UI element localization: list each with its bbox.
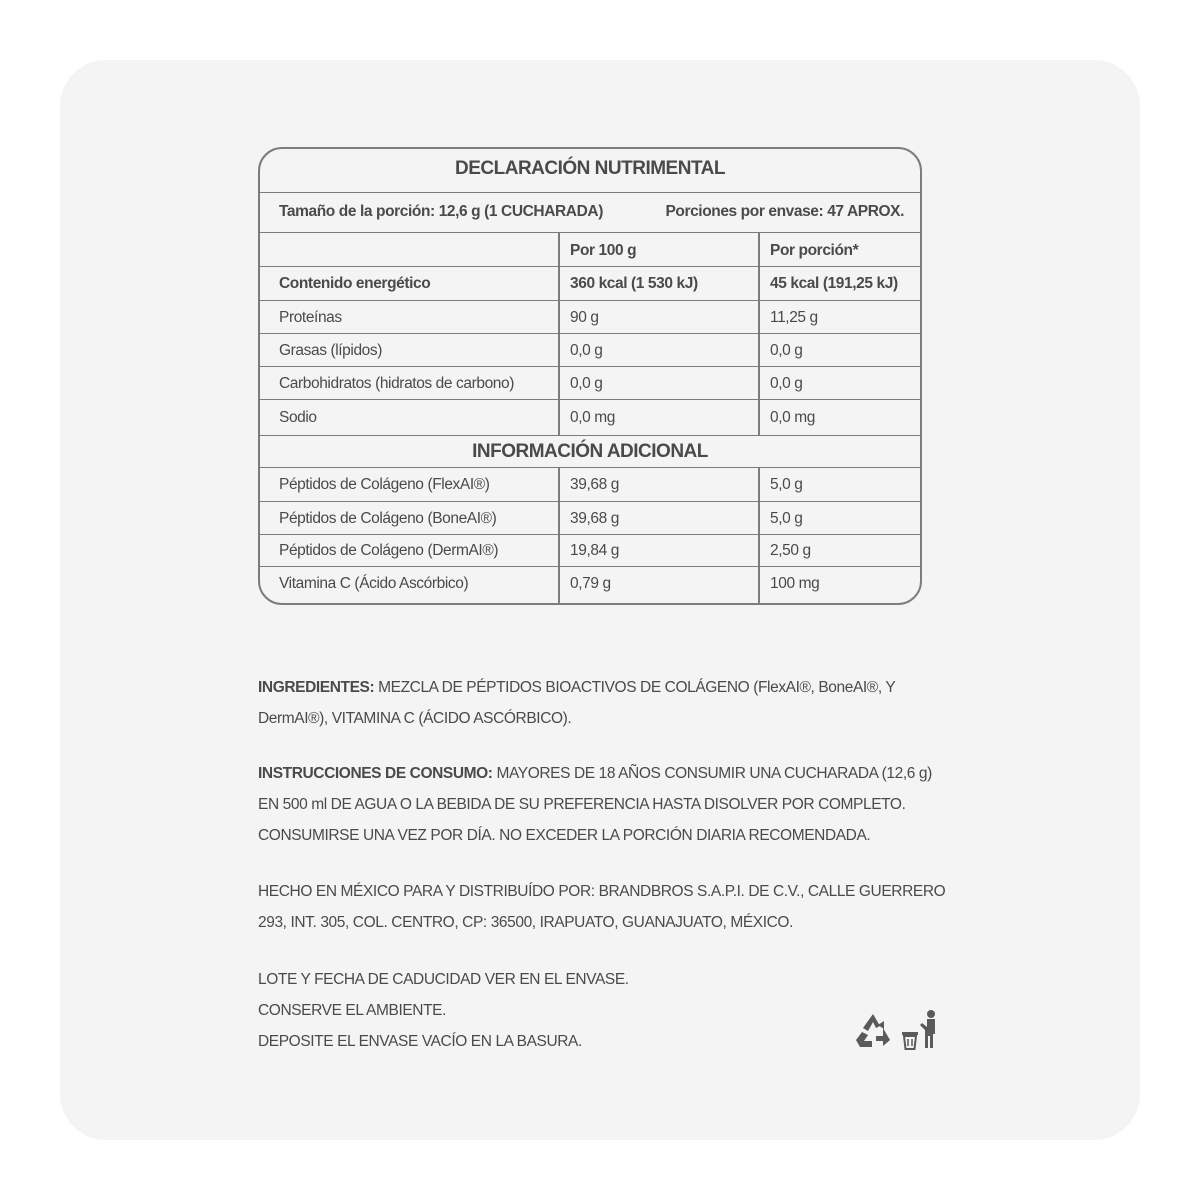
nutrient-perportion: 0,0 g xyxy=(770,342,803,359)
table-row xyxy=(260,400,920,436)
dispose-notice: DEPOSITE EL ENVASE VACÍO EN LA BASURA. xyxy=(258,1033,582,1050)
table-row xyxy=(260,367,920,400)
nutrient-perportion: 11,25 g xyxy=(770,309,818,326)
disposal-icons xyxy=(852,1008,942,1050)
nutrient-perportion: 0,0 g xyxy=(770,375,803,392)
nutrient-name: Carbohidratos (hidratos de carbono) xyxy=(279,375,514,392)
nutrient-per100: 360 kcal (1 530 kJ) xyxy=(570,275,698,292)
table-title-row xyxy=(260,149,920,193)
table-row xyxy=(260,502,920,535)
column-divider xyxy=(558,468,560,605)
nutrient-name: Contenido energético xyxy=(279,275,431,292)
environment-notice: CONSERVE EL AMBIENTE. xyxy=(258,1002,446,1019)
serving-row xyxy=(260,193,920,233)
nutrient-name: Proteínas xyxy=(279,309,342,326)
table-row xyxy=(260,468,920,502)
nutrient-name: Péptidos de Colágeno (DermAI®) xyxy=(279,542,499,559)
nutrition-table xyxy=(258,147,922,605)
nutrient-name: Grasas (lípidos) xyxy=(279,342,382,359)
nutrient-per100: 39,68 g xyxy=(570,510,619,527)
lot-notice: LOTE Y FECHA DE CADUCIDAD VER EN EL ENVASE. xyxy=(258,971,629,988)
ingredients-text xyxy=(258,672,948,734)
servings-per-container: Porciones por envase: 47 APROX. xyxy=(665,203,904,220)
table-row xyxy=(260,567,920,605)
nutrient-name: Péptidos de Colágeno (BoneAI®) xyxy=(279,510,497,527)
nutrient-per100: 39,68 g xyxy=(570,476,619,493)
nutrient-name: Péptidos de Colágeno (FlexAI®) xyxy=(279,476,490,493)
nutrient-perportion: 2,50 g xyxy=(770,542,811,559)
nutrient-perportion: 100 mg xyxy=(770,575,820,592)
column-header-perportion: Por porción* xyxy=(770,242,859,259)
column-divider xyxy=(558,233,560,436)
column-header-row xyxy=(260,233,920,267)
additional-title: INFORMACIÓN ADICIONAL xyxy=(472,441,708,462)
ingredients-label: INGREDIENTES: xyxy=(258,679,375,696)
nutrient-per100: 0,79 g xyxy=(570,575,611,592)
instructions-label: INSTRUCCIONES DE CONSUMO: xyxy=(258,765,493,782)
footer-text xyxy=(258,964,948,1057)
column-divider xyxy=(758,233,760,436)
table-row xyxy=(260,301,920,334)
nutrient-per100: 0,0 g xyxy=(570,375,603,392)
nutrient-perportion: 45 kcal (191,25 kJ) xyxy=(770,275,898,292)
serving-size: Tamaño de la porción: 12,6 g (1 CUCHARADA) xyxy=(279,203,603,220)
instructions-body: MAYORES DE 18 AÑOS CONSUMIR UNA CUCHARADA (12,6 g) EN 500 ml DE AGUA O LA BEBIDA DE SU PREFERENCIA HASTA DISOLVER POR COMPLETO. CONSUMIRSE UNA VEZ POR DÍA. NO EXCEDER LA PORCIÓN DIARIA RECOMENDADA. xyxy=(258,765,932,844)
column-divider xyxy=(758,468,760,605)
ingredients-body: MEZCLA DE PÉPTIDOS BIOACTIVOS DE COLÁGENO (FlexAI®, BoneAI®, Y DermAI®), VITAMINA C (ÁCIDO ASCÓRBICO). xyxy=(258,679,896,727)
table-row-energy xyxy=(260,267,920,301)
nutrient-per100: 19,84 g xyxy=(570,542,619,559)
nutrient-per100: 0,0 mg xyxy=(570,409,615,426)
additional-title-row xyxy=(260,436,920,468)
nutrient-name: Vitamina C (Ácido Ascórbico) xyxy=(279,575,469,592)
recycle-icon xyxy=(852,1010,894,1052)
nutrient-perportion: 0,0 mg xyxy=(770,409,815,426)
column-header-per100: Por 100 g xyxy=(570,242,637,259)
instructions-text xyxy=(258,758,948,851)
table-title: DECLARACIÓN NUTRIMENTAL xyxy=(455,158,725,179)
nutrient-per100: 0,0 g xyxy=(570,342,603,359)
manufacturer-text: HECHO EN MÉXICO PARA Y DISTRIBUÍDO POR: BRANDBROS S.A.P.I. DE C.V., CALLE GUERRERO 293, INT. 305, COL. CENTRO, CP: 36500, IRAPUATO, GUANAJUATO, MÉXICO. xyxy=(258,883,946,931)
table-row xyxy=(260,334,920,367)
nutrient-per100: 90 g xyxy=(570,309,599,326)
nutrient-perportion: 5,0 g xyxy=(770,476,803,493)
nutrient-name: Sodio xyxy=(279,409,317,426)
nutrient-perportion: 5,0 g xyxy=(770,510,803,527)
trash-disposal-icon xyxy=(898,1008,942,1050)
table-row xyxy=(260,535,920,567)
